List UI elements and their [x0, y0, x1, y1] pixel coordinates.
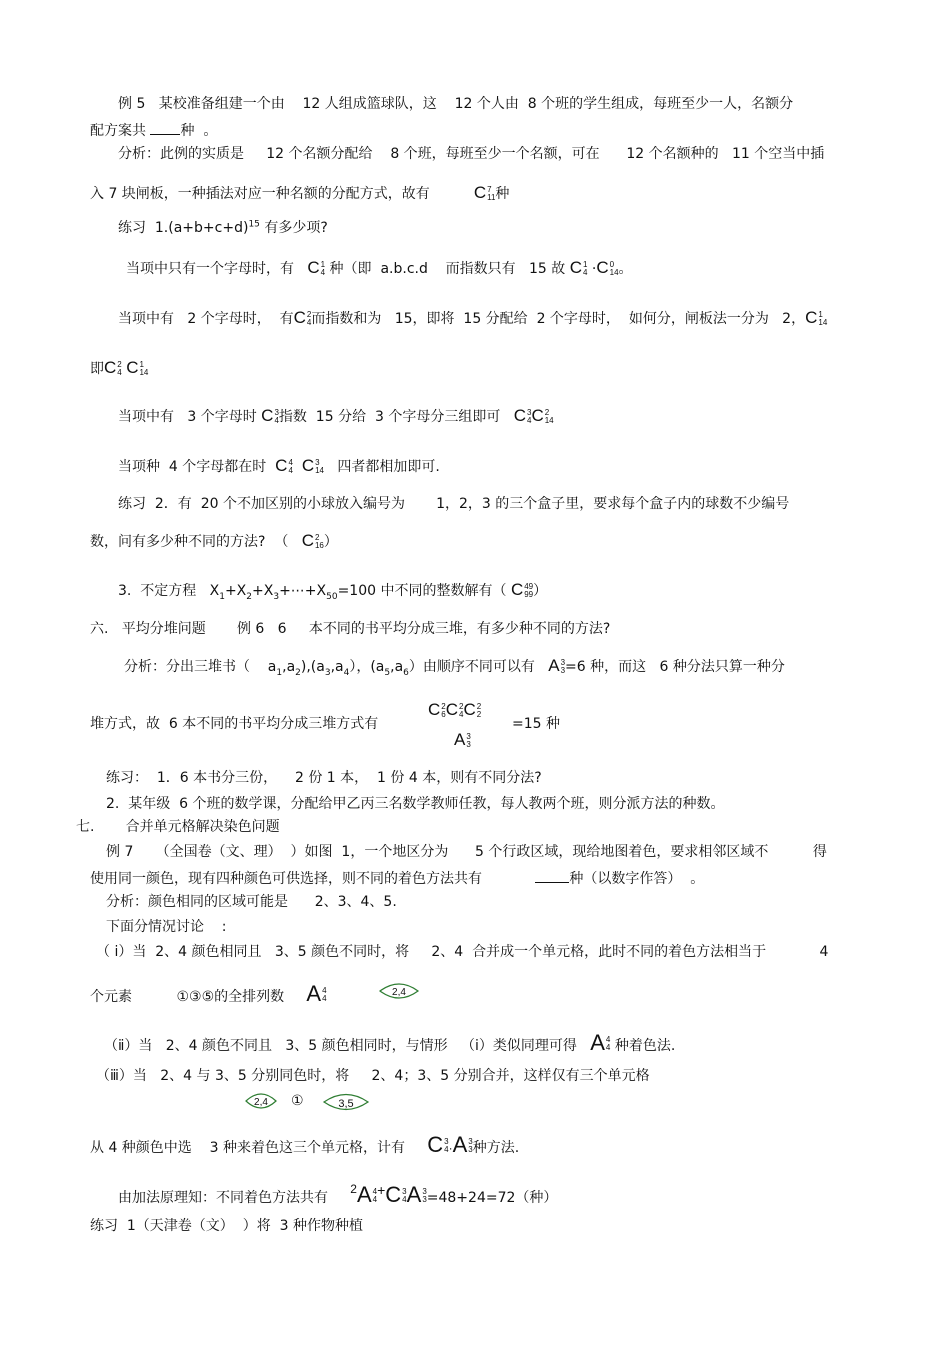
c14-1-symbol-b: C 1 14 [126, 358, 149, 377]
exercise1-case2-result: 即C 2 4 C 1 14 [90, 358, 149, 377]
c99-49-symbol: C 49 99 [510, 580, 534, 599]
section6-exercise1: 练习： 1．6 本书分三份， 2 份 1 本， 1 份 4 本，则有不同分法? [106, 770, 542, 786]
fraction-result: =15 种 [512, 716, 560, 732]
c4-2-symbol: C 2 4 [293, 308, 312, 327]
exercise1-case2: 当项中有 2 个字母时， 有C 2 4 而指数和为 15，即将 15 分配给 2 个字母时， 如何分，闸板法一分为 2，C 1 14 [118, 308, 828, 327]
exercise-tianjin: 练习 1（天津卷（文） ）将 3 种作物种植 [90, 1218, 363, 1234]
c4-1-symbol: C 1 4 [307, 258, 326, 277]
analysis-line2-tail: 种 [495, 186, 510, 202]
svg-text:3,5: 3,5 [338, 1098, 354, 1110]
c14-0-symbol: C 0 14 [596, 258, 619, 277]
c4-3-c14-2-symbol: C 3 4 C 2 14 [513, 406, 554, 425]
a4-4-symbol: A 4 4 [306, 981, 327, 1006]
c4-4-symbol: C 4 4 [275, 456, 293, 475]
exercise1-case4: 当项种 4 个字母都在时 C 4 4 C 3 14 四者都相加即可. [118, 456, 440, 475]
choose-colors-line: 从 4 种颜色中选 3 种来着色这三个单元格，计有 C 3 4 ·A 3 3 种方法. [90, 1132, 520, 1157]
exercise1-title: 练习 $1.(a+b+c+d)^{15}$ 有多少项? [118, 219, 328, 236]
example7-line1: 例 7 （全国卷（文、理） ）如图 1，一个地区分为 5 个行政区域，现给地图着色，要求相邻区域不 得 [106, 844, 827, 860]
analysis-line2 [90, 183, 509, 203]
exercise1-case1: 当项中只有一个字母时，有 C 1 4 种（即 a.b.c.d 而指数只有 15 故 C 1 4 ·C 0 14 。 [126, 258, 633, 277]
c4-3-a3-3-symbol: C 3 4 ·A 3 3 [427, 1132, 473, 1157]
example7-line2: 使用同一颜色，现有四种颜色可供选择，则不同的着色方法共有 种（以数字作答） 。 [90, 871, 705, 887]
example5-line2 [90, 122, 217, 140]
a4-4-symbol-b: A 4 4 [590, 1030, 611, 1055]
merged-cell-3-5-oval [322, 1091, 370, 1113]
answer-blank [150, 122, 180, 135]
merged-cell-2-4-label: 2,4 [392, 987, 406, 998]
c14-1-symbol: C 1 14 [805, 308, 828, 327]
svg-text:2,4: 2,4 [254, 1097, 268, 1108]
fraction-numerator: C 2 6 C 2 4 C 2 2 [428, 700, 482, 719]
case-iii-line: （ⅲ）当 2、4 与 3、5 分别同色时，将 2、4；3、5 分别合并，这样仅有三个单元格 [96, 1068, 650, 1084]
section6-exercise2: 2. 某年级 6 个班的数学课，分配给甲乙丙三名数学教师任教，每人教两个班，则分派方法的种数。 [106, 796, 725, 812]
example5-line2-tail: 种 。 [180, 123, 218, 139]
a3-3-symbol: A 3 3 [548, 656, 566, 675]
section6-result: 堆方式，故 6 本不同的书平均分成三堆方式有 [90, 716, 379, 732]
example7-discussion: 下面分情况讨论 : [106, 919, 227, 935]
example5-line2-text: 配方案共 [90, 123, 151, 139]
cell-1-label: ① [291, 1093, 304, 1109]
exercise2-line1: 练习 2．有 20 个不加区别的小球放入编号为 1，2，3 的三个盒子里，要求每个盒子内的球数不少编号 [118, 496, 790, 512]
analysis-line1: 分析：此例的实质是 12 个名额分配给 8 个班，每班至少一个名额，可在 12 个名额种的 11 个空当中插 [118, 146, 825, 162]
example5-line1: 例 5 某校准备组建一个由 12 人组成篮球队，这 12 个人由 8 个班的学生组成，每班至少一人，名额分 [118, 96, 794, 112]
fraction-denominator: A 3 3 [454, 730, 471, 749]
merged-cell-2-4-oval-b [244, 1091, 278, 1111]
c14-3-symbol: C 3 14 [301, 456, 324, 475]
section6-heading: 六. 平均分堆问题 例 6 6 本不同的书平均分成三堆，有多少种不同的方法? [90, 621, 611, 637]
c4-2-symbol-b: C 2 4 [104, 358, 122, 377]
merged-cell-2-4-oval [378, 981, 420, 1001]
exercise2-line2: 数，问有多少种不同的方法? （ C 2 16 ） [90, 531, 338, 550]
c11-7-symbol: C 7 11 [473, 183, 496, 202]
section6-analysis: 分析：分出三堆书（ $a_1,a_2),(a_3,a_4)$，$(a_5,a_6)$由顺序不同可以有 A 3 3 =6 种，而这 6 种分法只算一种分 [124, 656, 785, 678]
c4-3-symbol: C 3 4 [261, 406, 279, 425]
section7-heading: 七. 合并单元格解决染色问题 [76, 819, 280, 835]
case-i-line1: （ ⅰ）当 2、4 颜色相同且 3、5 颜色不同时，将 2、4 合并成一个单元格，此时不同的着色方法相当于 4 [96, 944, 829, 960]
exercise3-line: 3. 不定方程 $X_1+X_2+X_3+\cdots+X_{50}=100$ 中不同的整数解有（ C 49 99 ） [118, 580, 548, 602]
case-ii-line: （ⅱ）当 2、4 颜色不同且 3、5 颜色相同时，与情形 （ⅰ）类似同理可得 A 4 4 种着色法. [104, 1030, 676, 1055]
example7-analysis: 分析：颜色相同的区域可能是 2、3、4、5. [106, 894, 397, 910]
total-formula: $^2$A 4 4 +C 3 4 A 3 3 [350, 1182, 427, 1207]
exercise1-case3: 当项中有 3 个字母时 C 3 4 指数 15 分给 3 个字母分三组即可 C 3 4 C 2 14 [118, 406, 554, 425]
addition-principle-line: 由加法原理知：不同着色方法共有 $^2$A 4 4 +C 3 4 A 3 3 =48+24=72（种） [118, 1182, 558, 1207]
answer-blank-2 [535, 870, 569, 883]
c4-1-symbol-b: C 1 4 [569, 258, 588, 277]
analysis-line2-text: 入 7 块闸板，一种插法对应一种名额的分配方式，故有 [90, 186, 430, 202]
c16-2-symbol: C 2 16 [301, 531, 324, 550]
case-i-line2: 个元素 ①③⑤的全排列数 A 4 4 [90, 981, 327, 1006]
